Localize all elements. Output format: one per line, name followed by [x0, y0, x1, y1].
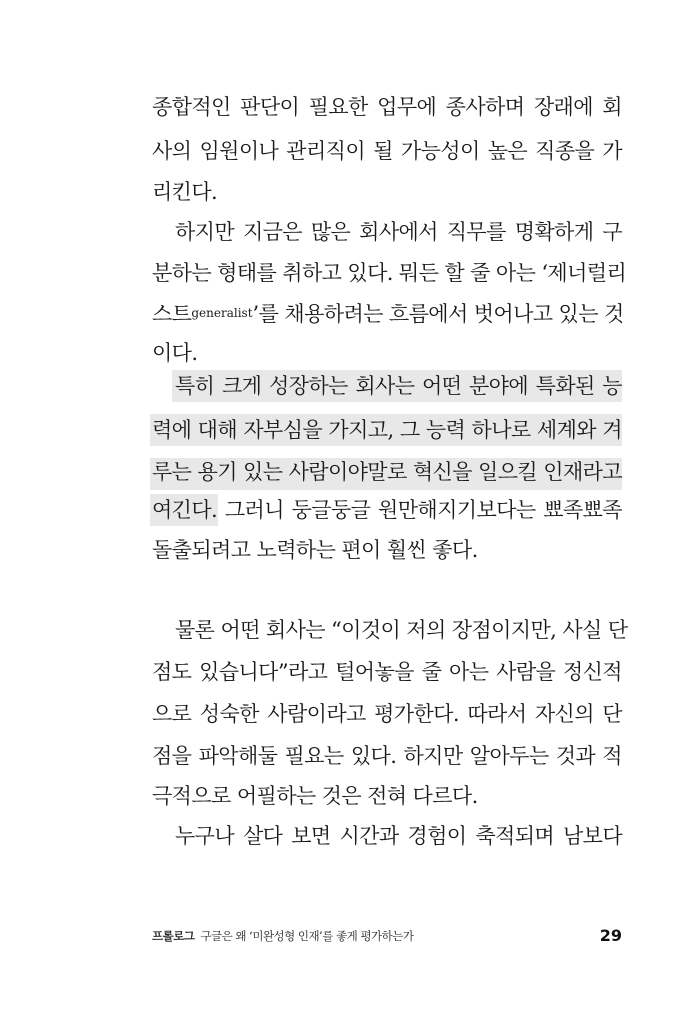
text-span — [152, 293, 624, 333]
text-span: 그러니 둥글둥글 원만해지기보다는 뾰족뾰족 — [217, 498, 622, 522]
text-span: 스트 — [152, 302, 192, 326]
running-footer — [152, 926, 414, 946]
text-line — [152, 293, 622, 333]
text-line: 돌출되려고 노력하는 편이 훨씬 좋다. — [152, 538, 478, 562]
text-line: 력에 대해 자부심을 가지고, 그 능력 하나로 세계와 겨 — [152, 418, 622, 442]
text-line: 점을 파악해둘 필요는 있다. 하지만 알아두는 것과 적 — [152, 744, 622, 768]
text-line: 리킨다. — [152, 180, 218, 204]
text-line: 특히 크게 성장하는 회사는 어떤 분야에 특화된 능 — [175, 374, 622, 398]
text-line: 점도 있습니다”라고 털어놓을 줄 아는 사람을 정신적 — [152, 660, 622, 684]
superscript-term: generalist — [191, 306, 253, 320]
text-span: 여긴다. — [152, 498, 218, 522]
footer-title: 구글은 왜 ‘미완성형 인재’를 좋게 평가하는가 — [200, 929, 414, 943]
text-line: 하지만 지금은 많은 회사에서 직무를 명확하게 구 — [175, 220, 622, 244]
text-line: 종합적인 판단이 필요한 업무에 종사하며 장래에 회 — [152, 95, 622, 119]
text-line: 누구나 살다 보면 시간과 경험이 축적되며 남보다 — [175, 824, 622, 848]
text-span: ’를 채용하려는 흐름에서 벗어나고 있는 것 — [252, 302, 624, 326]
footer-section: 프롤로그 — [152, 929, 195, 943]
text-line — [152, 490, 622, 530]
text-line: 물론 어떤 회사는 “이것이 저의 장점이지만, 사실 단 — [175, 618, 628, 642]
text-line: 으로 성숙한 사람이라고 평가한다. 따라서 자신의 단 — [152, 702, 622, 726]
page-number: 29 — [599, 926, 622, 945]
text-line: 루는 용기 있는 사람이야말로 혁신을 일으킬 인재라고 — [152, 460, 622, 484]
text-line: 극적으로 어필하는 것은 전혀 다르다. — [152, 784, 478, 808]
text-line: 분하는 형태를 취하고 있다. 뭐든 할 줄 아는 ‘제너럴리 — [152, 261, 627, 285]
text-line: 사의 임원이나 관리직이 될 가능성이 높은 직종을 가 — [152, 139, 622, 163]
text-line: 이다. — [152, 341, 198, 365]
